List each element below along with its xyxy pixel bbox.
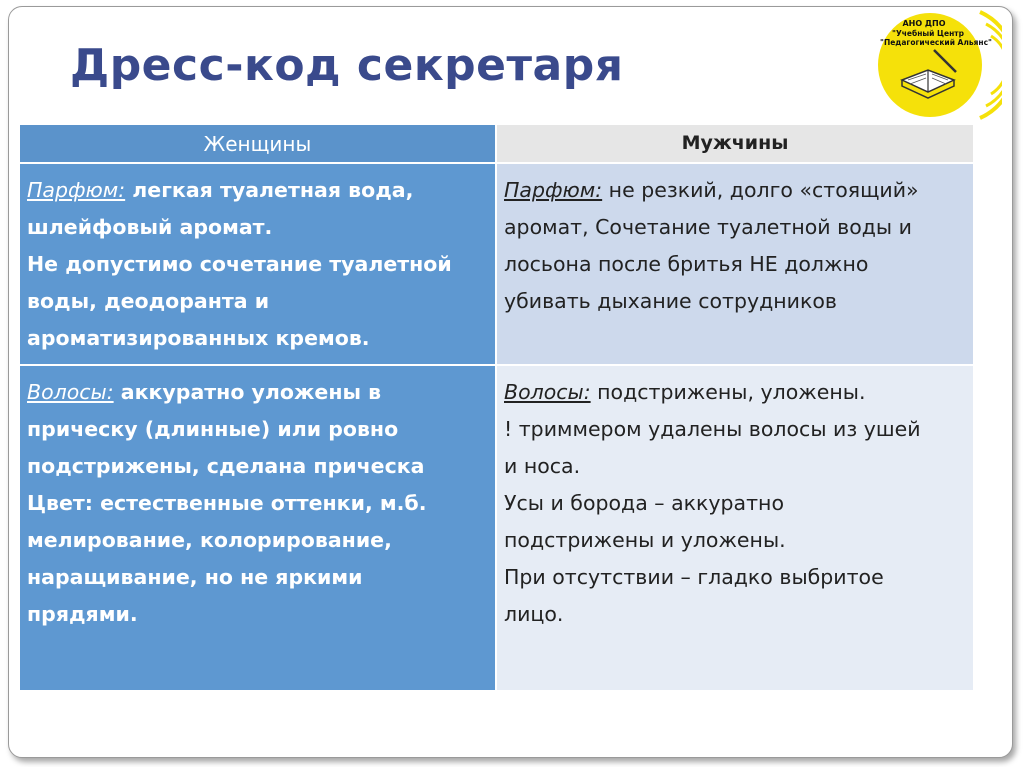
women-perfume-label: Парфюм:: [27, 178, 126, 202]
women-hair-text: прядями.: [27, 602, 138, 626]
women-perfume-text: шлейфовый аромат.: [27, 215, 273, 239]
women-hair-text: наращивание, но не яркими: [27, 565, 363, 589]
men-hair-text: При отсутствии – гладко выбритое: [504, 565, 884, 589]
men-perfume-line: [504, 172, 963, 209]
women-hair-text: прическу (длинные) или ровно: [27, 417, 399, 441]
men-hair-text: лицо.: [504, 602, 564, 626]
men-hair-cell: [497, 366, 973, 690]
men-perfume-text: лосьона после бритья НЕ должно: [504, 252, 869, 276]
men-perfume-cell: [497, 164, 973, 364]
women-perfume-text: воды, деодоранта и: [27, 289, 270, 313]
men-perfume-label: Парфюм:: [504, 178, 603, 202]
women-perfume-text: Не допустимо сочетание туалетной: [27, 252, 452, 276]
men-hair-text: ! триммером удалены волосы из ушей: [504, 417, 921, 441]
women-hair-cell: [20, 366, 495, 690]
women-perfume-text: ароматизированных кремов.: [27, 326, 370, 350]
men-hair-text: подстрижены и уложены.: [504, 528, 786, 552]
women-perfume-line: [27, 172, 485, 209]
women-hair-text: Цвет: естественные оттенки, м.б.: [27, 491, 427, 515]
women-hair-label: Волосы:: [27, 380, 114, 404]
men-hair-label: Волосы:: [504, 380, 591, 404]
men-hair-text: подстрижены, уложены.: [590, 380, 866, 404]
women-hair-text: подстрижены, сделана прическа: [27, 454, 425, 478]
logo-text-3: "Педагогический Альянс": [880, 38, 992, 47]
header-women: Женщины: [20, 125, 495, 162]
women-hair-line: [27, 374, 485, 411]
men-hair-text: и носа.: [504, 454, 581, 478]
organization-logo: [872, 10, 1002, 120]
logo-text-1: АНО ДПО: [902, 19, 946, 28]
header-men: Мужчины: [497, 125, 973, 162]
women-perfume-cell: [20, 164, 495, 364]
women-hair-text: аккуратно уложены в: [113, 380, 382, 404]
men-perfume-text: аромат, Сочетание туалетной воды и: [504, 215, 912, 239]
women-hair-text: мелирование, колорирование,: [27, 528, 392, 552]
page-title: Дресс-код секретаря: [70, 40, 624, 91]
women-perfume-text: легкая туалетная вода,: [125, 178, 414, 202]
men-perfume-text: убивать дыхание сотрудников: [504, 289, 837, 313]
logo-text-2: "Учебный Центр: [892, 29, 964, 38]
men-perfume-text: не резкий, долго «стоящий»: [602, 178, 919, 202]
men-hair-line: [504, 374, 963, 411]
men-hair-text: Усы и борода – аккуратно: [504, 491, 784, 515]
